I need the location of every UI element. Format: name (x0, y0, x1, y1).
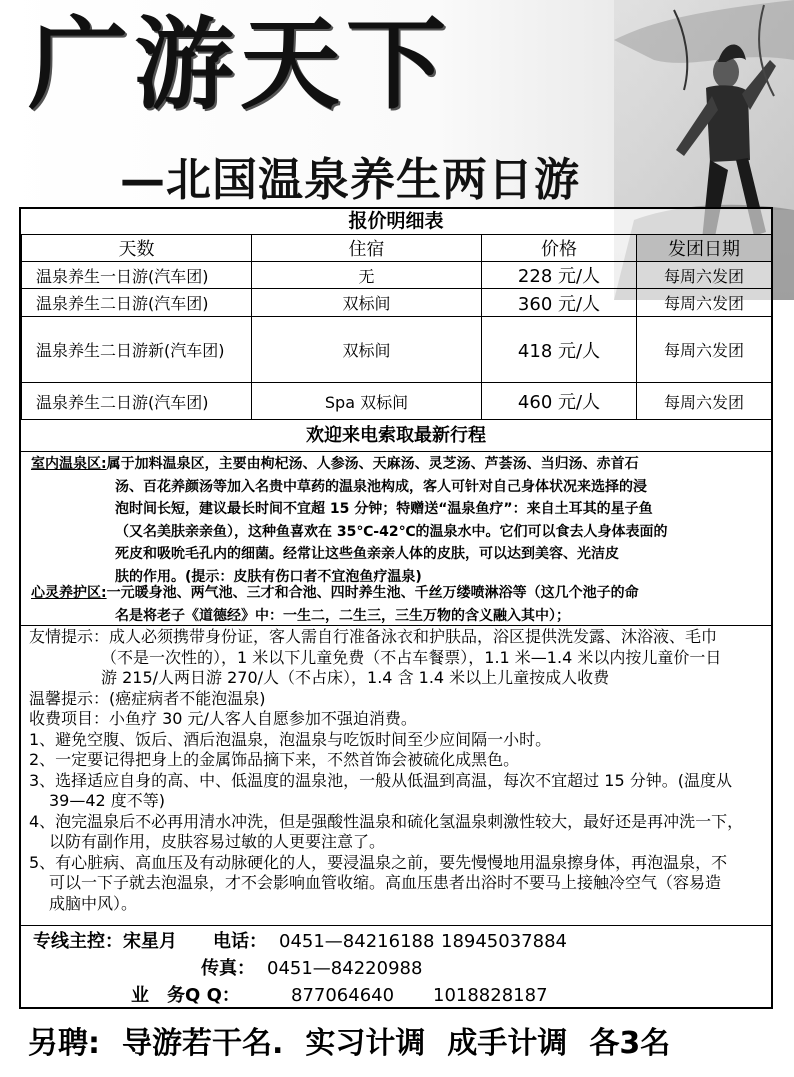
recruit-item: 实习计调 (305, 1026, 426, 1061)
header-lodging: 住宿 (252, 235, 482, 262)
phone-number: 0451—84216188 (279, 931, 435, 952)
fee-line: 收费项目：小鱼疗 30 元/人客人自愿参加不强迫消费。 (29, 709, 417, 728)
contact-qq-row (131, 983, 548, 1009)
spirit-section (31, 582, 639, 627)
tip-item: 3、选择适应自身的高、中、低温度的温泉池，一般从低温到高温，每次不宜超过 15 分钟。(温度从 (29, 770, 732, 790)
contact-phone-row (33, 929, 567, 955)
table-row (22, 262, 772, 289)
recruit-label: 另聘: (28, 1026, 100, 1061)
indoor-section (31, 453, 668, 588)
table-row (22, 383, 772, 420)
indoor-line: 死皮和吸吮毛孔内的细菌。经常让这些鱼亲亲人体的皮肤，可以达到美容、光洁皮 (115, 546, 619, 562)
qq-label: 业 务Q Q： (131, 985, 240, 1006)
indoor-line: 泡时间长短，建议最长时间不宜超 15 分钟；特赠送“温泉鱼疗”：来自土耳其的星子鱼 (115, 501, 653, 517)
row-departure: 每周六发团 (637, 289, 772, 317)
spirit-label: 心灵养护区: (31, 585, 107, 601)
tip-item: 4、泡完温泉后不必再用清水冲洗，但是强酸性温泉和硫化氢温泉刺激性较大，最好还是再冲洗一下， (29, 811, 744, 831)
tip-item: 1、避免空腹、饭后、酒后泡温泉，泡温泉与吃饭时间至少应间隔一小时。 (29, 729, 552, 749)
divider (21, 625, 771, 626)
welcome-banner: 欢迎来电索取最新行程 (306, 425, 486, 446)
row-lodging: 双标间 (252, 289, 482, 317)
row-departure: 每周六发团 (637, 317, 772, 383)
notes-section (29, 627, 773, 914)
recruit-item: 导游若干名. (122, 1026, 284, 1061)
table-row (22, 317, 772, 383)
header-departure: 发团日期 (637, 235, 772, 262)
phone-label: 电话： (213, 931, 267, 952)
row-price: 418 元/人 (482, 317, 637, 383)
mobile-number: 18945037884 (441, 931, 567, 952)
main-title: 广游天下 (28, 6, 452, 123)
recruit-footer (28, 1022, 692, 1066)
row-lodging: 双标间 (252, 317, 482, 383)
tip-item-cont: 可以一下子就去泡温泉，才不会影响血管收缩。高血压患者出浴时不要马上接触冷空气（容易造 (49, 873, 722, 892)
indoor-line: 属于加料温泉区，主要由枸杞汤、人参汤、天麻汤、灵芝汤、芦荟汤、当归汤、赤首石 (106, 456, 639, 472)
sub-title: —北国温泉养生两日游 (120, 153, 581, 206)
row-lodging: 无 (252, 262, 482, 289)
tip-item-cont: 39—42 度不等) (49, 791, 166, 810)
indoor-line: 肤的作用。(提示：皮肤有伤口者不宜泡鱼疗温泉) (115, 568, 422, 585)
row-price: 228 元/人 (482, 262, 637, 289)
indoor-label: 室内温泉区: (31, 456, 107, 472)
header-days: 天数 (22, 235, 252, 262)
tip-item-cont: 以防有副作用，皮肤容易过敏的人更要注意了。 (49, 832, 386, 851)
row-tour: 温泉养生二日游新(汽车团) (22, 317, 252, 383)
price-table (21, 234, 772, 420)
table-row (22, 289, 772, 317)
friendly-line: （不是一次性的），1 米以下儿童免费（不占车餐票），1.1 米—1.4 米以内按儿童价一日 (101, 647, 722, 667)
row-tour: 温泉养生一日游(汽车团) (22, 262, 252, 289)
indoor-line: 汤、百花养颜汤等加入名贵中草药的温泉池构成，客人可针对自己身体状况来选择的浸 (115, 478, 647, 495)
warm-tip: 温馨提示：(癌症病者不能泡温泉) (29, 688, 266, 708)
divider (21, 451, 771, 452)
content-box (19, 207, 773, 1009)
spirit-line: 一元暖身池、两气池、三才和合池、四时养生池、千丝万缕喷淋浴等（这几个池子的命 (106, 585, 639, 601)
fax-label: 传真： (201, 958, 255, 979)
friendly-line: 友情提示：成人必须携带身份证，客人需自行准备泳衣和护肤品，浴区提供洗发露、沐浴液、毛巾 (29, 627, 718, 646)
recruit-item: 各3名 (589, 1026, 671, 1061)
row-price: 360 元/人 (482, 289, 637, 317)
qq-number: 877064640 (291, 985, 395, 1006)
row-price: 460 元/人 (482, 383, 637, 420)
row-tour: 温泉养生二日游(汽车团) (22, 383, 252, 420)
contact-fax-row (201, 956, 422, 982)
tip-item-cont: 成脑中风）。 (49, 893, 138, 913)
row-tour: 温泉养生二日游(汽车团) (22, 289, 252, 317)
tip-item: 2、一定要记得把身上的金属饰品摘下来，不然首饰会被硫化成黑色。 (29, 750, 520, 769)
table-header-row (22, 235, 772, 262)
indoor-line: （又名美肤亲亲鱼），这种鱼喜欢在 35℃-42℃的温泉水中。它们可以食去人身体表面的 (115, 523, 668, 540)
friendly-line: 游 215/人两日游 270/人（不占床），1.4 含 1.4 米以上儿童按成人收费 (101, 668, 610, 687)
price-table-title: 报价明细表 (348, 210, 444, 232)
fax-number: 0451—84220988 (267, 958, 423, 979)
header-price: 价格 (482, 235, 637, 262)
recruit-item: 成手计调 (447, 1026, 568, 1061)
row-lodging: Spa 双标间 (252, 383, 482, 420)
divider (21, 925, 771, 926)
host-label: 专线主控：宋星月 (33, 931, 177, 952)
row-departure: 每周六发团 (637, 262, 772, 289)
tip-item: 5、有心脏病、高血压及有动脉硬化的人，要浸温泉之前，要先慢慢地用温泉擦身体，再泡温泉，不 (29, 852, 728, 872)
qq-number: 1018828187 (433, 985, 548, 1006)
spirit-line: 名是将老子《道德经》中：一生二，二生三，三生万物的含义融入其中）； (115, 607, 570, 624)
row-departure: 每周六发团 (637, 383, 772, 420)
